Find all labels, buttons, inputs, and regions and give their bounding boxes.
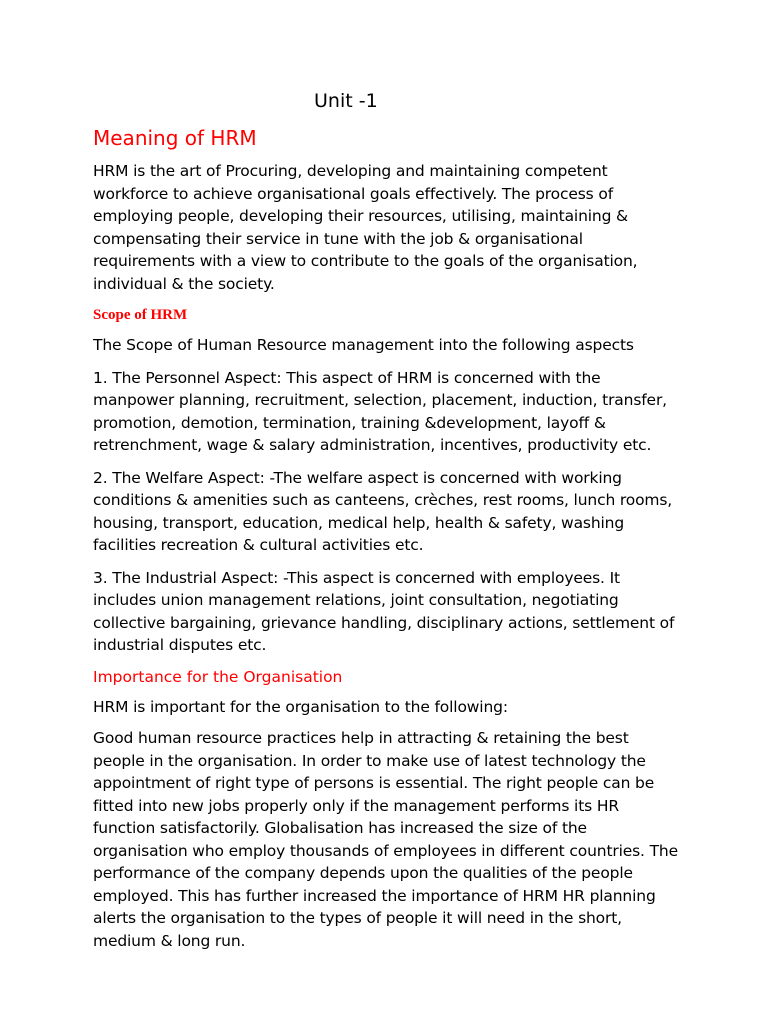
meaning-heading: Meaning of HRM — [93, 126, 257, 150]
importance-intro: HRM is important for the organisation to the following: — [93, 697, 508, 716]
document-page — [93, 88, 683, 962]
scope-intro: The Scope of Human Resource management into the following aspects — [93, 336, 634, 354]
unit-title: Unit -1 — [314, 90, 378, 112]
importance-paragraph: Good human resource practices help in attracting & retaining the best people in the organisation. In order to make use of latest technology the appointment of right type of persons is essential. The right people can be fitted into new jobs properly only if the management performs its HR function satisfactorily. Globalisation has increased the size of the organisation who employ thousands of employees in different countries. The performance of the company depends upon the qualities of the people employed. This has further increased the importance of HRM HR planning alerts the organisation to the types of people it will need in the short, medium & long run. — [93, 729, 678, 950]
meaning-paragraph: HRM is the art of Procuring, developing and maintaining competent workforce to achieve organisational goals effectively. The process of employing people, developing their resources, utilising, maintaining & compensating their service in tune with the job & organisational requirements with a view to contribute to the goals of the organisation, individual & the society. — [93, 162, 638, 293]
scope-heading: Scope of HRM — [93, 307, 188, 323]
scope-item-industrial: 3. The Industrial Aspect: -This aspect is concerned with employees. It includes union management relations, joint consultation, negotiating collective bargaining, grievance handling, disciplinary actions, settlement of industrial disputes etc. — [93, 568, 675, 654]
scope-item-personnel: 1. The Personnel Aspect: This aspect of HRM is concerned with the manpower planning, recruitment, selection, placement, induction, transfer, promotion, demotion, termination, training &development, layoff & retrenchment, wage & salary administration, incentives, productivity etc. — [93, 368, 667, 454]
importance-heading: Importance for the Organisation — [93, 667, 343, 686]
scope-item-welfare: 2. The Welfare Aspect: -The welfare aspect is concerned with working conditions & amenities such as canteens, crèches, rest rooms, lunch rooms, housing, transport, education, medical help, health & safety, washing facilities recreation & cultural activities etc. — [93, 468, 673, 554]
